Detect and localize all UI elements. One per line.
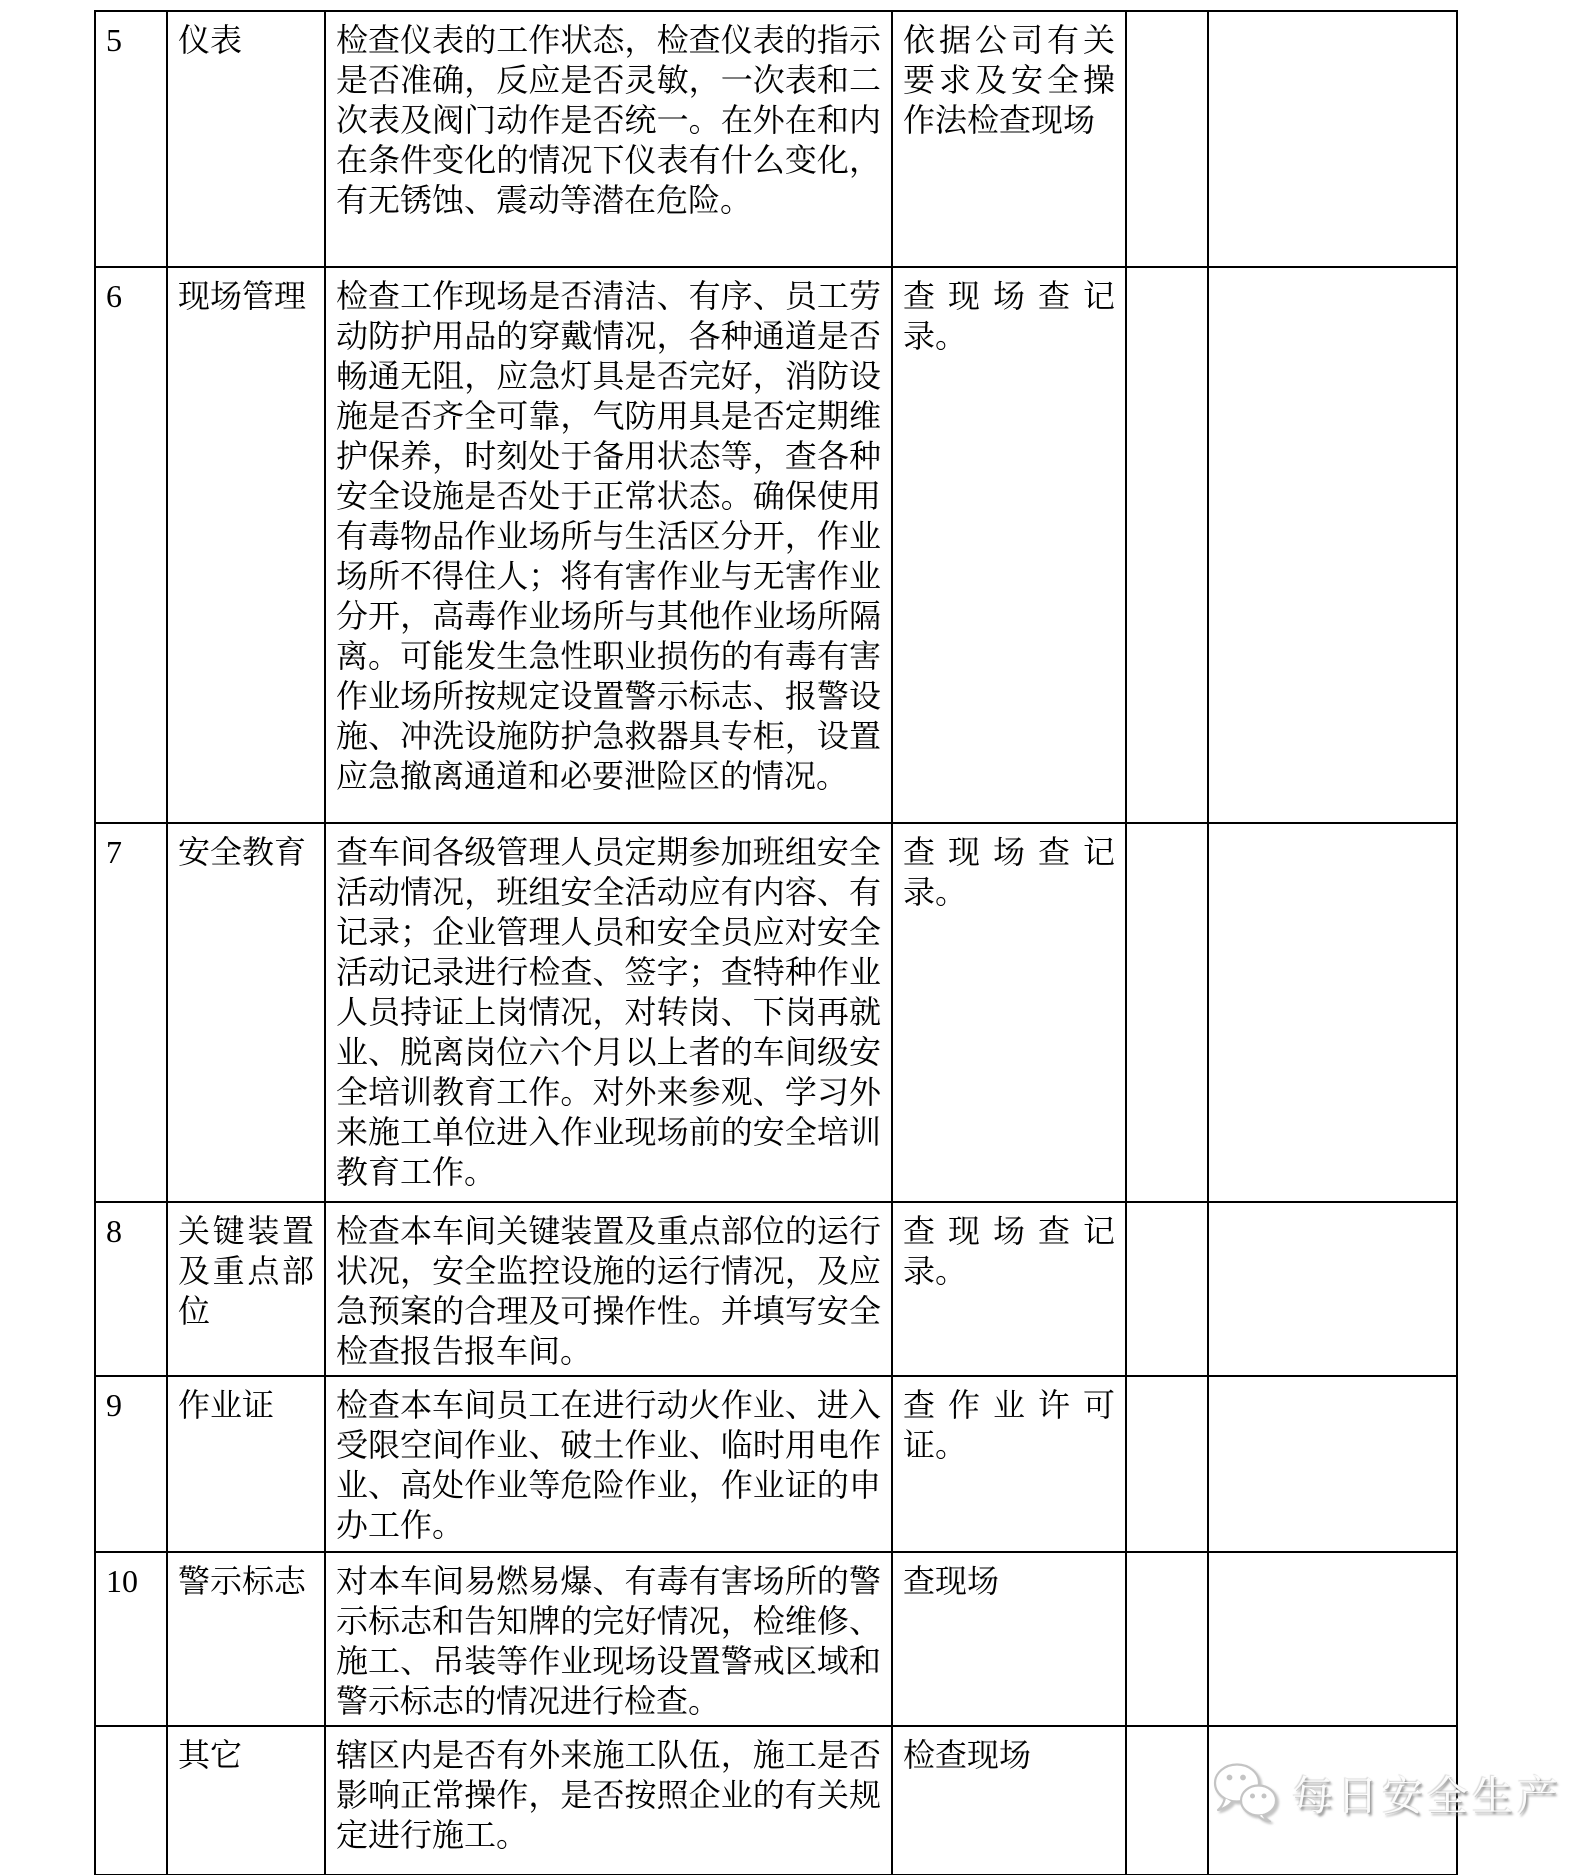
- table-row: [95, 1726, 1457, 1875]
- empty-cell: [1208, 1552, 1457, 1726]
- inspection-method-cell: 查现场查记录。: [892, 823, 1126, 1202]
- item-name-cell: 现场管理: [167, 267, 325, 823]
- empty-cell: [1126, 1376, 1208, 1552]
- inspection-content-cell: 检查工作现场是否清洁、有序、员工劳动防护用品的穿戴情况，各种通道是否畅通无阻，应急灯具是否完好，消防设施是否齐全可靠，气防用具是否定期维护保养，时刻处于备用状态等，查各种安全设施是否处于正常状态。确保使用有毒物品作业场所与生活区分开，作业场所不得住人；将有害作业与无害作业分开，高毒作业场所与其他作业场所隔离。可能发生急性职业损伤的有毒有害作业场所按规定设置警示标志、报警设施、冲洗设施防护急救器具专柜，设置应急撤离通道和必要泄险区的情况。: [325, 267, 892, 823]
- safety-inspection-table: [94, 10, 1458, 1875]
- table-row: [95, 267, 1457, 823]
- inspection-content-cell: 检查本车间关键装置及重点部位的运行状况，安全监控设施的运行情况，及应急预案的合理及可操作性。并填写安全检查报告报车间。: [325, 1202, 892, 1376]
- inspection-method-cell: 依据公司有关要求及安全操作法检查现场: [892, 11, 1126, 267]
- empty-cell: [1126, 11, 1208, 267]
- inspection-method-cell: 查现场: [892, 1552, 1126, 1726]
- empty-cell: [1208, 1726, 1457, 1875]
- empty-cell: [1208, 11, 1457, 267]
- empty-cell: [1208, 267, 1457, 823]
- item-name-cell: 安全教育: [167, 823, 325, 1202]
- empty-cell: [1126, 267, 1208, 823]
- row-number-cell: 7: [95, 823, 167, 1202]
- table-body: [95, 11, 1457, 1875]
- inspection-content-cell: 辖区内是否有外来施工队伍，施工是否影响正常操作，是否按照企业的有关规定进行施工。: [325, 1726, 892, 1875]
- inspection-content-cell: 检查仪表的工作状态，检查仪表的指示是否准确，反应是否灵敏，一次表和二次表及阀门动作是否统一。在外在和内在条件变化的情况下仪表有什么变化，有无锈蚀、震动等潜在危险。: [325, 11, 892, 267]
- watermark-label: 每日安全生产: [1292, 1772, 1562, 1819]
- item-name-cell: 警示标志: [167, 1552, 325, 1726]
- item-name-cell: 作业证: [167, 1376, 325, 1552]
- inspection-method-cell: 查现场查记录。: [892, 267, 1126, 823]
- empty-cell: [1126, 1202, 1208, 1376]
- row-number-cell: [95, 1726, 167, 1875]
- empty-cell: [1126, 1552, 1208, 1726]
- table-row: [95, 823, 1457, 1202]
- table-row: [95, 11, 1457, 267]
- item-name-cell: 关键装置及重点部位: [167, 1202, 325, 1376]
- inspection-method-cell: 检查现场: [892, 1726, 1126, 1875]
- empty-cell: [1208, 1202, 1457, 1376]
- inspection-content-cell: 查车间各级管理人员定期参加班组安全活动情况，班组安全活动应有内容、有记录；企业管理人员和安全员应对安全活动记录进行检查、签字；查特种作业人员持证上岗情况，对转岗、下岗再就业、脱离岗位六个月以上者的车间级安全培训教育工作。对外来参观、学习外来施工单位进入作业现场前的安全培训教育工作。: [325, 823, 892, 1202]
- row-number-cell: 10: [95, 1552, 167, 1726]
- inspection-method-cell: 查作业许可证。: [892, 1376, 1126, 1552]
- row-number-cell: 6: [95, 267, 167, 823]
- row-number-cell: 8: [95, 1202, 167, 1376]
- table-row: [95, 1552, 1457, 1726]
- empty-cell: [1208, 823, 1457, 1202]
- table-row: [95, 1376, 1457, 1552]
- table-row: [95, 1202, 1457, 1376]
- inspection-content-cell: 对本车间易燃易爆、有毒有害场所的警示标志和告知牌的完好情况，检维修、施工、吊装等作业现场设置警戒区域和警示标志的情况进行检查。: [325, 1552, 892, 1726]
- empty-cell: [1126, 823, 1208, 1202]
- empty-cell: [1208, 1376, 1457, 1552]
- empty-cell: [1126, 1726, 1208, 1875]
- item-name-cell: 仪表: [167, 11, 325, 267]
- row-number-cell: 9: [95, 1376, 167, 1552]
- item-name-cell: 其它: [167, 1726, 325, 1875]
- row-number-cell: 5: [95, 11, 167, 267]
- inspection-content-cell: 检查本车间员工在进行动火作业、进入受限空间作业、破土作业、临时用电作业、高处作业等危险作业，作业证的申办工作。: [325, 1376, 892, 1552]
- inspection-method-cell: 查现场查记录。: [892, 1202, 1126, 1376]
